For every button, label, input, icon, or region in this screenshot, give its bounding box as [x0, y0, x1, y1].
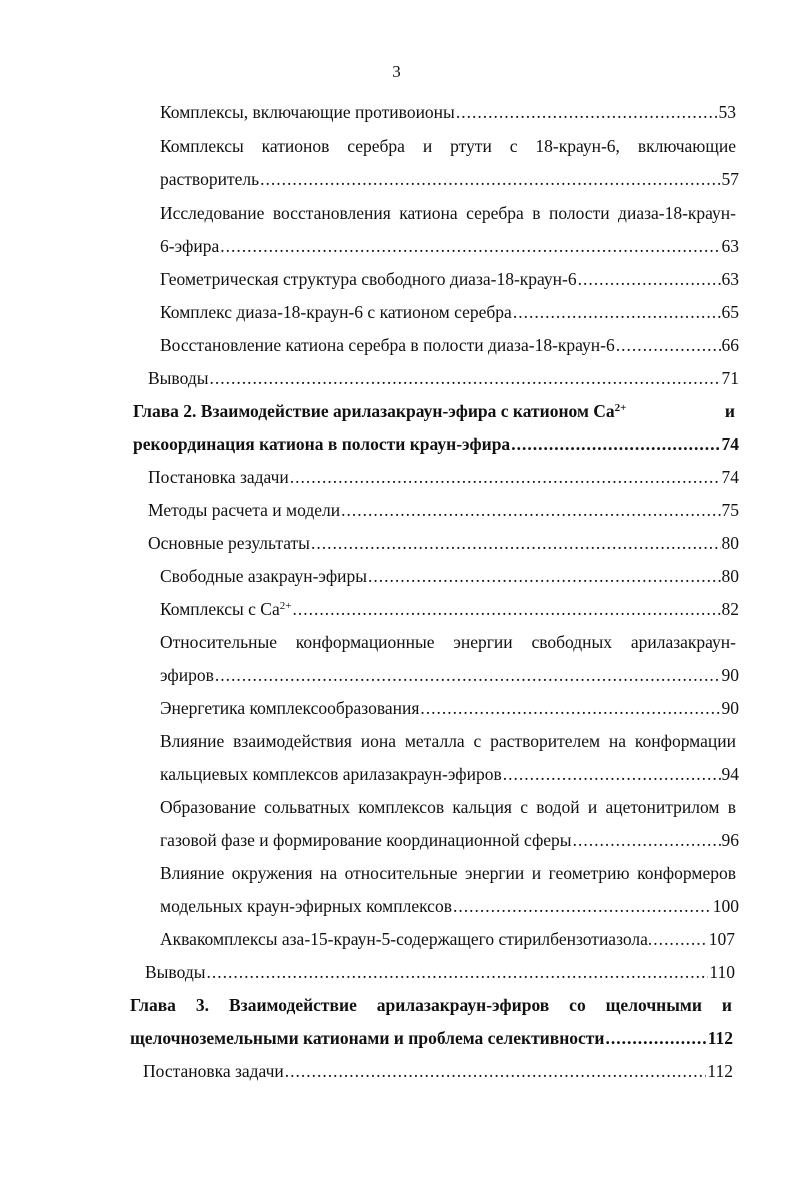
toc-leader-dots [292, 599, 720, 619]
toc-entry-title: Комплексы, включающие противоионы [160, 102, 455, 122]
toc-entry-page: 63 [721, 269, 739, 289]
toc-entry [160, 599, 739, 619]
toc-entry-title: Свободные азакраун-эфиры [160, 566, 368, 586]
toc-entry [148, 500, 739, 520]
toc-leader-dots [616, 335, 721, 355]
toc-entry [160, 632, 736, 652]
toc-entry [160, 335, 739, 355]
toc-leader-dots [653, 929, 707, 949]
toc-chapter-title: щелочноземельными катионами и проблема селективности [130, 1028, 605, 1048]
toc-chapter-title-line: Глава 3. Взаимодействие арилазакраун-эфиров со щелочными и [130, 995, 732, 1015]
toc-entry-page: 96 [721, 830, 739, 850]
toc-entry-continuation [160, 665, 739, 685]
page-number: 3 [392, 62, 401, 81]
toc-entry [160, 929, 735, 949]
toc-entry-page: 94 [721, 764, 739, 784]
superscript: 2+ [279, 600, 292, 612]
toc-entry [160, 302, 739, 322]
toc-leader-dots [456, 102, 718, 122]
toc-entry-title: модельных краун-эфирных комплексов [160, 896, 452, 916]
toc-entry-title: Постановка задачи [148, 467, 289, 487]
toc-leader-dots [511, 434, 720, 454]
toc-entry-page: 75 [721, 500, 739, 520]
toc-entry-title-line: Влияние окружения на относительные энергии и геометрию конформеров [160, 863, 736, 883]
toc-entry-title: эфиров [160, 665, 214, 685]
toc-leader-dots [578, 269, 721, 289]
toc-entry-title: 6-эфира [160, 236, 220, 256]
toc-entry-title: Аквакомплексы аза-15-краун-5-содержащего стирилбензотиазола. [160, 929, 653, 949]
toc-entry-title: Энергетика комплексообразования [160, 698, 420, 718]
toc-entry-page: 80 [721, 566, 739, 586]
toc-chapter-continuation [133, 434, 739, 454]
toc-entry-page: 90 [721, 698, 739, 718]
toc-leader-dots [220, 236, 720, 256]
toc-leader-dots [290, 467, 721, 487]
toc-chapter-title-end: и [724, 401, 735, 421]
toc-entry-page: 53 [718, 102, 736, 122]
toc-entry [160, 203, 736, 223]
toc-entry-title-line: Исследование восстановления катиона серебра в полости диаза-18-краун- [160, 203, 736, 223]
toc-chapter-page: 74 [721, 434, 739, 454]
toc-entry [160, 102, 736, 122]
toc-entry [160, 731, 736, 751]
toc-entry-page: 63 [721, 236, 739, 256]
toc-entry-page: 71 [721, 368, 739, 388]
toc-entry-title: Основные результаты [148, 533, 310, 553]
toc-entry-title-line: Образование сольватных комплексов кальция с водой и ацетонитрилом в [160, 797, 736, 817]
toc-entry-page: 65 [721, 302, 739, 322]
toc-entry-title: Выводы [148, 368, 209, 388]
toc-leader-dots [285, 1061, 707, 1081]
toc-entry-page: 80 [721, 533, 739, 553]
toc-leader-dots [368, 566, 720, 586]
toc-entry [160, 136, 736, 156]
toc-entry-title: Комплексы с $Ca^{2+}$ [160, 599, 292, 619]
toc-chapter-page: 112 [707, 1028, 733, 1048]
toc-chapter [130, 995, 732, 1015]
toc-entry-title: растворитель [160, 169, 260, 189]
toc-leader-dots [605, 1028, 706, 1048]
toc-entry-page: 82 [721, 599, 739, 619]
toc-chapter-continuation [130, 1028, 733, 1048]
toc-chapter-title-line: Глава 2. Взаимодействие арилазакраун-эфира с катионом $Ca^{2+}$ [133, 401, 627, 421]
toc-leader-dots [341, 500, 720, 520]
toc-entry-continuation [160, 896, 739, 916]
toc-entry-title: Постановка задачи [143, 1061, 284, 1081]
toc-entry-title: Геометрическая структура свободного диаза-18-краун-6 [160, 269, 577, 289]
toc-leader-dots [513, 302, 721, 322]
toc-leader-dots [453, 896, 712, 916]
toc-entry [148, 467, 739, 487]
toc-entry-title-line: Относительные конформационные энергии свободных арилазакраун- [160, 632, 736, 652]
toc-entry-page: 57 [721, 169, 739, 189]
toc-leader-dots [311, 533, 721, 553]
toc-entry-page: 74 [721, 467, 739, 487]
toc-entry-title: Выводы [145, 962, 206, 982]
toc-entry-title: Комплекс диаза-18-краун-6 с катионом серебра [160, 302, 512, 322]
toc-entry-title-line: Влияние взаимодействия иона металла с растворителем на конформации [160, 731, 736, 751]
toc-entry-page: 66 [721, 335, 739, 355]
toc-entry-title: Методы расчета и модели [148, 500, 341, 520]
toc-entry-continuation [160, 236, 739, 256]
toc-leader-dots [420, 698, 720, 718]
toc-entry-title: кальциевых комплексов арилазакраун-эфиров [160, 764, 502, 784]
toc-entry [160, 566, 739, 586]
toc-leader-dots [503, 764, 721, 784]
toc-chapter-title: рекоординация катиона в полости краун-эфира [133, 434, 511, 454]
toc-entry [143, 1061, 733, 1081]
toc-entry-continuation [160, 764, 739, 784]
toc-entry [160, 863, 736, 883]
toc-chapter [133, 401, 735, 421]
toc-leader-dots [260, 169, 720, 189]
toc-entry [160, 698, 739, 718]
toc-leader-dots [206, 962, 708, 982]
toc-entry-page: 110 [709, 962, 735, 982]
toc-entry-title-line: Комплексы катионов серебра и ртути с 18-краун-6, включающие [160, 136, 736, 156]
superscript: 2+ [614, 402, 627, 414]
toc-entry [145, 962, 735, 982]
toc-entry [160, 269, 739, 289]
toc-entry-page: 112 [707, 1061, 733, 1081]
toc-leader-dots [209, 368, 720, 388]
toc-entry-continuation [160, 169, 739, 189]
toc-entry-page: 90 [721, 665, 739, 685]
toc-entry-page: 100 [712, 896, 739, 916]
toc-entry-title: газовой фазе и формирование координационной сферы [160, 830, 572, 850]
toc-entry-continuation [160, 830, 739, 850]
toc-leader-dots [215, 665, 721, 685]
toc-entry [148, 533, 739, 553]
toc-leader-dots [573, 830, 721, 850]
toc-entry [160, 797, 736, 817]
toc-entry [148, 368, 739, 388]
toc-entry-page: 107 [708, 929, 735, 949]
toc-entry-title: Восстановление катиона серебра в полости диаза-18-краун-6 [160, 335, 615, 355]
